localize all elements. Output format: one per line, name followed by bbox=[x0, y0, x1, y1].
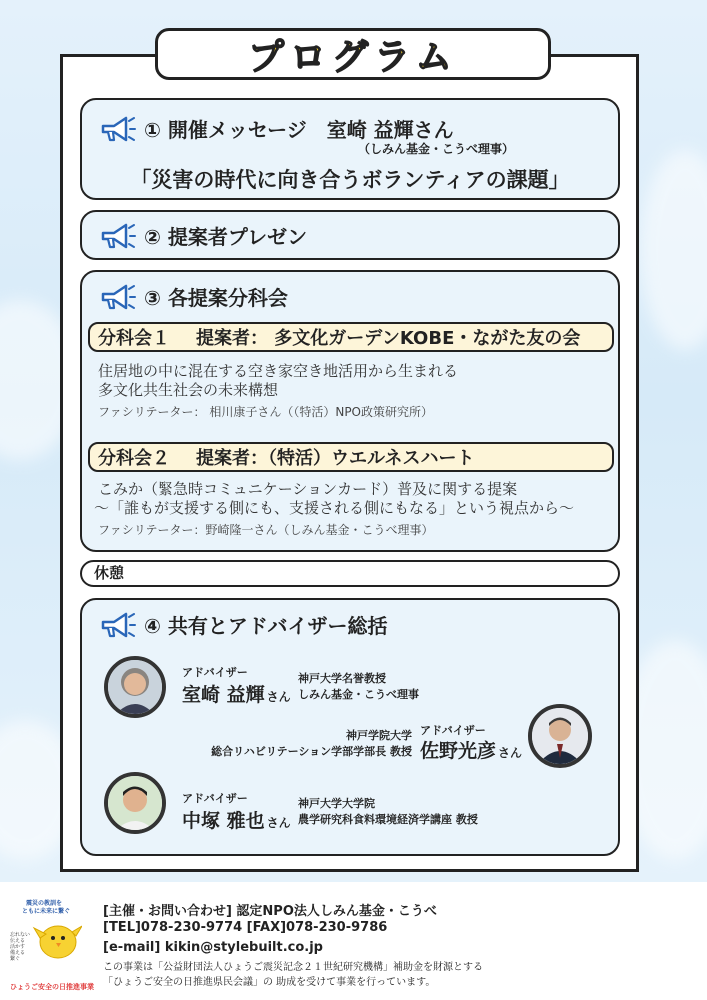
opening-affiliation: （しみん基金・こうべ理事） bbox=[358, 142, 515, 156]
advisor-2-name: 佐野光彦 さん bbox=[420, 740, 523, 762]
opening-theme: 「災害の時代に向き合うボランティアの課題」 bbox=[130, 168, 570, 192]
advisor-2-photo bbox=[528, 704, 592, 768]
subcommittee-1-desc-line: 多文化共生社会の未来構想 bbox=[98, 381, 279, 399]
opening-message-panel bbox=[80, 98, 620, 200]
subcommittee-2-facilitator: ファシリテーター：野崎隆一さん（しみん基金・こうべ理事） bbox=[98, 523, 434, 537]
subcommittee-2-desc-line: 〜「誰もが支援する側にも、支援される側にもなる」という視点から〜 bbox=[94, 499, 575, 517]
opening-heading-text: ① 開催メッセージ 室崎 益輝さん bbox=[144, 118, 454, 142]
subcommittee-1-proposer: 提案者： 多文化ガーデンKOBE・ながた友の会 bbox=[196, 328, 581, 349]
subcommittee-1-facilitator: ファシリテーター： 相川康子さん（（特活）NPO政策研究所） bbox=[98, 405, 433, 419]
subcommittee-panel bbox=[80, 270, 620, 552]
advisor-1-name: 室崎 益輝 さん bbox=[182, 684, 291, 706]
subcommittee-heading-text: ③ 各提案分科会 bbox=[144, 286, 288, 310]
logo-side-text: 忘れない 伝える 活かす 備える 繋ぐ bbox=[10, 932, 31, 962]
advisor-3-affiliation: 神戸大学大学院 農学研究科食料環境経済学講座 教授 bbox=[298, 797, 478, 826]
advisor-1-photo bbox=[104, 656, 166, 718]
megaphone-icon bbox=[100, 222, 136, 250]
advisor-1-affiliation: 神戸大学名誉教授 しみん基金・こうべ理事 bbox=[298, 672, 419, 701]
presentation-panel bbox=[80, 210, 620, 260]
subcommittee-2-proposer: 提案者：（特活）ウエルネスハート bbox=[196, 448, 475, 469]
opening-heading bbox=[100, 114, 454, 143]
footer-note-line: この事業は「公益財団法人ひょうご震災記念２１世紀研究機構」補助金を財源とする bbox=[103, 962, 483, 973]
advisor-portrait-icon bbox=[532, 708, 588, 764]
summary-panel bbox=[80, 598, 620, 856]
megaphone-icon bbox=[100, 115, 136, 143]
advisor-1-role: アドバイザー bbox=[182, 666, 248, 679]
presentation-heading bbox=[100, 221, 307, 250]
subcommittee-1-label: 分科会１ bbox=[98, 328, 170, 349]
subcommittee-2-desc-line: こみか（緊急時コミュニケーションカード）普及に関する提案 bbox=[98, 480, 518, 498]
footer-note-line: 「ひょうご安全の日推進県民会議」の 助成を受けて事業を行っています。 bbox=[103, 977, 436, 988]
summary-heading-text: ④ 共有とアドバイザー総括 bbox=[144, 614, 388, 638]
megaphone-icon bbox=[100, 611, 136, 639]
advisor-2-affiliation: 神戸学院大学 総合リハビリテーション学部学部長 教授 bbox=[211, 729, 412, 758]
footer-tel-fax: [TEL]078-230-9774 [FAX]078-230-9786 bbox=[103, 920, 388, 935]
logo-top-line: ともに未来に繋ぐ bbox=[22, 908, 71, 915]
subcommittee-heading bbox=[100, 282, 288, 311]
background-cloud bbox=[640, 150, 707, 350]
presentation-heading-text: ② 提案者プレゼン bbox=[144, 225, 308, 249]
footer-email: [e-mail] kikin@stylebuilt.co.jp bbox=[103, 940, 323, 955]
program-title-box bbox=[155, 28, 551, 80]
subcommittee-1-header bbox=[88, 322, 614, 352]
break-label: 休憩 bbox=[94, 564, 125, 582]
logo-top-line: 震災の教訓を bbox=[26, 900, 63, 907]
advisor-3-name: 中塚 雅也 さん bbox=[182, 810, 291, 832]
break-bar bbox=[80, 560, 620, 587]
advisor-portrait-icon bbox=[108, 776, 162, 830]
subcommittee-2-label: 分科会２ bbox=[98, 448, 170, 469]
subcommittee-2-header bbox=[88, 442, 614, 472]
advisor-2-role: アドバイザー bbox=[420, 724, 486, 737]
advisor-3-role: アドバイザー bbox=[182, 792, 248, 805]
subcommittee-1-desc-line: 住居地の中に混在する空き家空き地活用から生まれる bbox=[98, 362, 459, 380]
megaphone-icon bbox=[100, 283, 136, 311]
program-title: プログラム bbox=[248, 36, 458, 78]
summary-heading bbox=[100, 610, 388, 639]
footer-organizer: [主催・お問い合わせ] 認定NPO法人しみん基金・こうべ bbox=[103, 904, 437, 919]
logo-bottom-text: ひょうご安全の日推進事業 bbox=[10, 983, 94, 991]
advisor-3-photo bbox=[104, 772, 166, 834]
advisor-portrait-icon bbox=[108, 660, 162, 714]
logo bbox=[10, 898, 94, 992]
chick-mascot-icon bbox=[32, 914, 82, 962]
footer bbox=[0, 882, 707, 1000]
